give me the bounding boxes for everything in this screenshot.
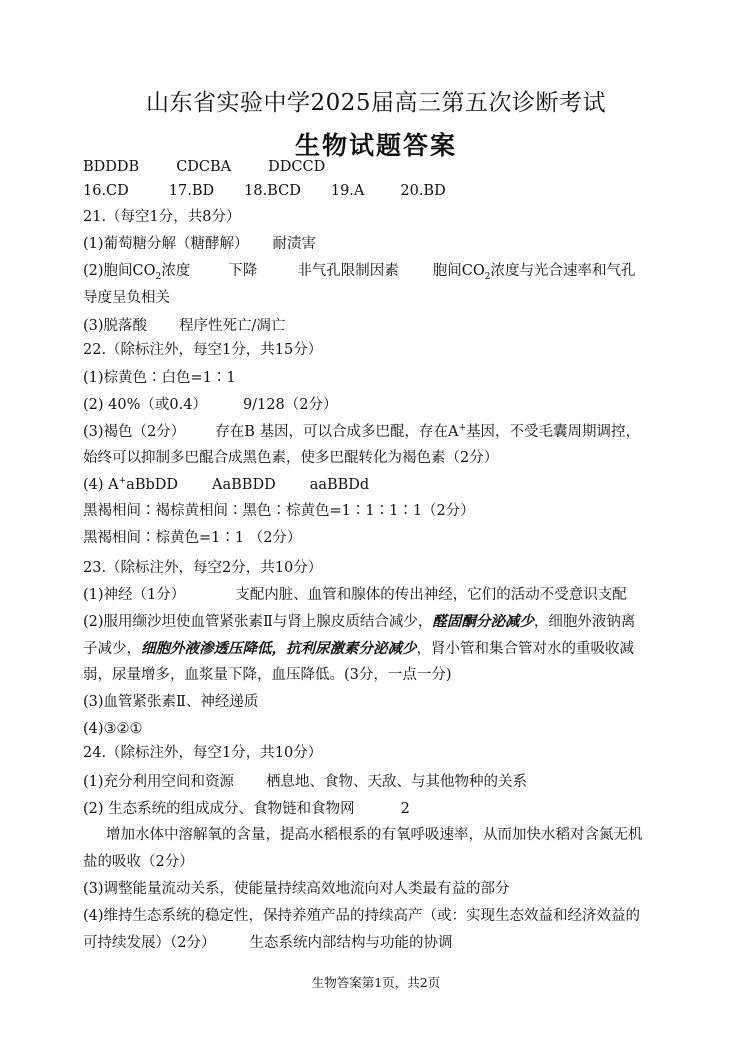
q21-a1-text: (1)葡萄糖分解（糖酵解） (83, 236, 249, 252)
superscript: + (458, 423, 467, 434)
q21-answer-1 (83, 234, 316, 254)
q22-answer-4-ratio-2: 黑褐相间∶棕黄色=1∶1 （2分） (83, 530, 302, 546)
q21-a2d-text: 胞间CO (432, 263, 485, 279)
q22-answer-4-ratio-1: 黑褐相间∶褐棕黄相间∶黑色∶棕黄色=1∶1∶1∶1（2分） (83, 503, 475, 519)
q23-answer-4: (4)③②① (83, 721, 143, 737)
q24-answer-2-explanation: 增加水体中溶解氧的含量，提高水稻根系的有氧呼吸速率，从而加快水稻对含氮无机 (106, 827, 643, 843)
q23-a2-keypoint: 醛固酮分泌减少 (432, 613, 534, 630)
q22-answer-3-cont: 始终可以抑制多巴醌合成黑色素，使多巴醌转化为褐色素（2分） (83, 450, 499, 466)
q23-a2l2-keypoint: 细胞外液渗透压降低，抗利尿激素分泌减少 (141, 640, 417, 657)
q24-heading: 24.（除标注外，每空1分，共10分） (83, 745, 323, 761)
q24-a2-text: (2) 生态系统的组成成分、食物链和食物网 (83, 801, 355, 817)
q21-a2-text: (2)胞间CO (83, 263, 156, 279)
q21-answer-2-cont: 导度呈负相关 (83, 290, 170, 306)
mc-q16: 16.CD (83, 183, 129, 199)
q21-a3b-text: 程序性死亡/凋亡 (179, 318, 286, 334)
q23-answer-1 (83, 585, 627, 605)
mc-row-2 (83, 181, 446, 201)
q24-answer-2-explanation-cont: 盐的吸收（2分） (83, 854, 194, 870)
q23-a2-text: (2)服用缬沙坦使血管紧张素Ⅱ与肾上腺皮质结合减少， (83, 614, 433, 630)
subscript: 2 (484, 271, 491, 282)
q22-a2-text: (2) 40%（或0.4） (83, 397, 207, 413)
mc-q20: 20.BD (400, 183, 446, 199)
q21-a3-text: (3)脱落酸 (83, 318, 148, 334)
mc-q17: 17.BD (168, 183, 215, 199)
mc-q19: 19.A (330, 183, 365, 199)
mc-row-1 (83, 157, 325, 177)
answer-key-title: 生物试题答案 (294, 131, 457, 160)
q21-a1b-text: 耐渍害 (272, 236, 317, 252)
q22-a2b-text: 9/128（2分） (242, 397, 338, 413)
q22-answer-3 (83, 422, 640, 442)
q24-answer-4: (4)维持生态系统的稳定性，保持养殖产品的持续高产（或：实现生态效益和经济效益的 (83, 908, 641, 924)
q23-answer-2-line-2 (83, 639, 634, 659)
q21-a2c-text: 非气孔限制因素 (297, 263, 399, 279)
q21-heading: 21.（每空1分，共8分） (83, 209, 241, 225)
q24-a2b-text: 2 (400, 801, 410, 817)
exam-title: 山东省实验中学2025届高三第五次诊断考试 (145, 90, 607, 116)
q22-a4-text-end: aBbDD (126, 477, 179, 493)
q23-a1b-text: 支配内脏、血管和腺体的传出神经，它们的活动不受意识支配 (235, 587, 627, 603)
superscript: + (118, 476, 127, 487)
q23-a2l2-text-end: ，肾小管和集合管对水的重吸收减 (416, 641, 634, 657)
q23-a1-text: (1)神经（1分） (83, 587, 186, 603)
mc-group-2: CDCBA (176, 159, 232, 175)
q22-answer-1: (1)棕黄色∶白色=1∶1 (83, 370, 236, 386)
q23-answer-2 (83, 612, 635, 632)
q21-a2-text-end: 浓度 (161, 263, 191, 279)
q23-heading: 23.（除标注外，每空2分，共10分） (83, 560, 323, 576)
q24-answer-3: (3)调整能量流动关系，使能量持续高效地流向对人类最有益的部分 (83, 881, 510, 897)
q24-answer-4-cont (83, 933, 452, 953)
q22-a4-text: (4) A (83, 477, 119, 493)
q24-answer-1 (83, 772, 527, 792)
q21-answer-3 (83, 316, 285, 336)
q23-a2-text-end: ，细胞外液钠离 (533, 614, 636, 630)
q23-answer-3: (3)血管紧张素Ⅱ、神经递质 (83, 694, 259, 710)
q22-a3b-text-end: 基因，不受毛囊周期调控， (466, 424, 641, 440)
subscript: 2 (155, 271, 162, 282)
q24-answer-2 (83, 799, 410, 819)
q22-heading: 22.（除标注外，每空1分，共15分） (83, 342, 323, 358)
q24-a1b-text: 栖息地、食物、天敌、与其他物种的关系 (266, 774, 528, 790)
q23-answer-2-line-3: 弱，尿量增多，血浆量下降，血压降低。(3分，一点一分) (83, 667, 452, 683)
q21-a2d-text-end: 浓度与光合速率和气孔 (490, 263, 636, 279)
q22-a4c-text: aaBBDd (309, 477, 370, 493)
q23-a2l2-text: 子减少， (83, 641, 141, 657)
q24-a4cont-text: 可持续发展）（2分） (83, 935, 216, 951)
q24-a4b-text: 生态系统内部结构与功能的协调 (249, 935, 453, 951)
q22-answer-2 (83, 395, 337, 415)
q22-a3-text: (3)褐色（2分） (83, 424, 186, 440)
page-footer: 生物答案第1页，共2页 (311, 975, 441, 990)
q22-a4b-text: AaBBDD (212, 477, 276, 493)
q22-a3b-text: 存在B 基因，可以合成多巴醌，存在A (215, 424, 459, 440)
mc-q18: 18.BCD (244, 183, 301, 199)
q21-answer-2 (83, 261, 635, 281)
mc-group-3: DDCCD (268, 159, 326, 175)
q21-a2b-text: 下降 (228, 263, 258, 279)
q22-answer-4 (83, 475, 369, 495)
q24-a1-text: (1)充分利用空间和资源 (83, 774, 235, 790)
mc-group-1: BDDDB (83, 159, 140, 175)
